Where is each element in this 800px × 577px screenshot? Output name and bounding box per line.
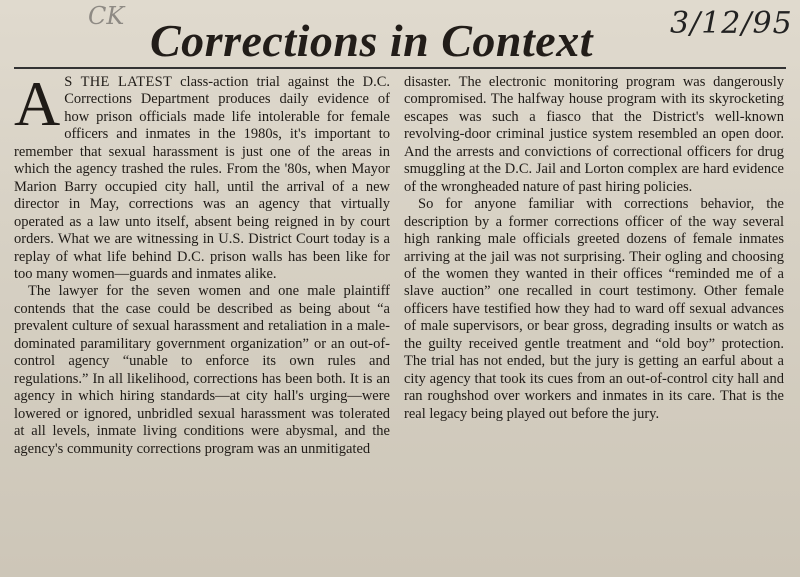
paragraph-1 [14,68,390,283]
paragraph-1-text: class-action trial against the D.C. Corrections Department produces daily evidence of how prison officials made life intolerable for female officers and inmates in the 1980s, it's important to remember that sexual harassment is just one of the areas in which the agency trashed the rules. From the '80s, when Mayor Marion Barry occupied city hall, until the arrival of a new director in May, corrections was an agency that virtually operated as a law unto itself, absent being reigned in by court orders. What we are witnessing in U.S. District Court today is a replay of what life behind D.C. prison walls has been like for too many women—guards and inmates alike. [14,74,390,282]
article-column-right [404,74,784,423]
paragraph-3: disaster. The electronic monitoring program was dangerously compromised. The halfway house program with its skyrocketing escapes was such a fiasco that the District's well-known revolving-door criminal justice system resembled an open door. And the arrests and convictions of correctional officers for drug smuggling at the D.C. Jail and Lorton complex are hard evidence of the wrongheaded nature of past hiring policies. [404,74,784,195]
headline-rule [14,67,786,69]
lead-in: S THE LATEST [64,74,173,90]
paragraph-2: The lawyer for the seven women and one male plaintiff contends that the case could be described as being about “a prevalent culture of sexual harassment and retaliation in a male-dominated paramilitary government organization” or an out-of-control agency “unable to enforce its own rules and regulations.” In all likelihood, corrections has been both. It is an agency in which hiring standards—at city hall's urging—were lowered or ignored, unbridled sexual harassment was tolerated at all levels, inmate living conditions were abysmal, and the agency's community corrections program was an unmitigated [14,283,390,457]
paragraph-4: So for anyone familiar with corrections behavior, the description by a former corrections officer of the way several high ranking male officials greeted dozens of female inmates arriving at the jail was not surprising. Their ogling and choosing of the women they wanted in their offices “reminded me of a slave auction” one recalled in court testimony. Other female officers have testified how they had to ward off sexual advances of male supervisors, or bear gross, degrading insults or watch as the guilty received gentle treatment and “old boy” protection. The trial has not ended, but the jury is getting an earful about a city agency that took its cues from an out-of-control city hall and ran roughshod over workers and inmates in its care. That is the real legacy being played out before the jury. [404,196,784,422]
handwritten-date: 3/12/95 [670,6,793,41]
headline: Corrections in Context [150,15,593,66]
handwritten-initials: CK [88,2,125,30]
article-column-left [14,68,390,458]
drop-cap: A [14,68,61,139]
